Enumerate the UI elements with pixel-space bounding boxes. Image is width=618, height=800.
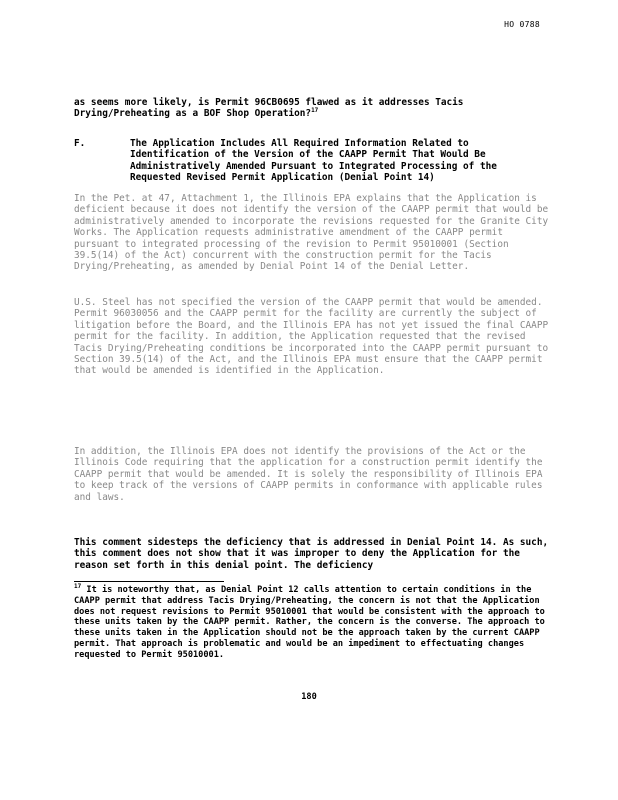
section-label: F. xyxy=(74,138,86,149)
body-paragraph-3: In addition, the Illinois EPA does not identify the provisions of the Act or the Illinois Code requiring that the application for a construction permit identify the CAAPP permit that would be amended. It is solely the responsibility of Illinois EPA to keep track of the versions of CAAPP permits in conformance with applicable rules and laws. xyxy=(74,446,543,503)
body-paragraph-1: In the Pet. at 47, Attachment 1, the Illinois EPA explains that the Application is deficient because it does not identify the version of the CAAPP permit that would be administratively amended to incorporate the revisions requested for the Granite City Works. The Application requests administrative amendment of the CAAPP permit pursuant to integrated processing of the revision to Permit 95010001 (Section 39.5(14) of the Act) concurrent with the construction permit for the Tacis Drying/Preheating, as amended by Denial Point 14 of the Denial Letter. xyxy=(74,193,549,273)
opening-text: as seems more likely, is Permit 96CB0695 flawed as it addresses Tacis Drying/Preheating as a BOF Shop Operation? xyxy=(74,97,464,120)
body-paragraph-2: U.S. Steel has not specified the version of the CAAPP permit that would be amended. Permit 96030056 and the CAAPP permit for the facility are currently the subject of litigation before the Board, and the Illinois EPA has not yet issued the final CAAPP permit for the facility. In addition, the Application requested that the revised Tacis Drying/Preheating conditions be incorporated into the CAAPP permit pursuant to Section 39.5(14) of the Act, and the Illinois EPA must ensure that the CAAPP permit that would be amended is identified in the Application. xyxy=(74,297,549,377)
footnote-reference: 17 xyxy=(311,107,319,115)
page-number: 180 xyxy=(301,692,317,702)
section-title: The Application Includes All Required Information Related to Identification of the Version of the CAAPP Permit That Would Be Administratively Amended Pursuant to Integrated Processing of the Requested Revised Permit Application (Denial Point 14) xyxy=(130,138,497,184)
footnote-separator xyxy=(74,581,224,582)
footnote-text: It is noteworthy that, as Denial Point 12 calls attention to certain conditions in the CAAPP permit that address Tacis Drying/Preheating, the concern is not that the Application does not request revisions to Permit 95010001 that would be consistent with the approach to these units taken by the CAAPP permit. Rather, the concern is the converse. The approach to these units taken in the Application should not be the approach taken by the current CAAPP permit. That approach is problematic and would be an impediment to effectuating changes requested to Permit 95010001. xyxy=(74,585,545,660)
footnote xyxy=(74,585,552,661)
opening-paragraph xyxy=(74,97,552,120)
document-number: HO 0788 xyxy=(504,20,540,29)
closing-paragraph: This comment sidesteps the deficiency that is addressed in Denial Point 14. As such, this comment does not show that it was improper to deny the Application for the reason set forth in this denial point. The deficiency xyxy=(74,537,549,571)
footnote-marker: 17 xyxy=(74,583,82,591)
